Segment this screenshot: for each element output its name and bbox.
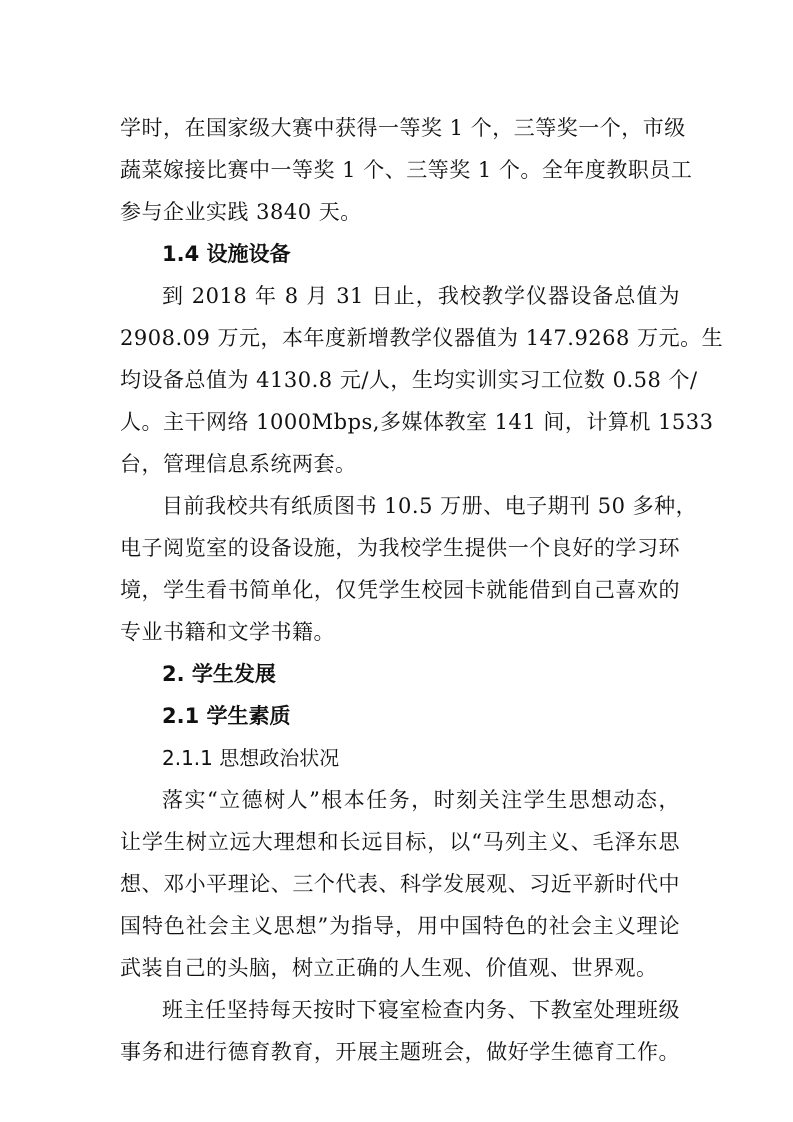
paragraph-line: 参与企业实践 3840 天。 bbox=[120, 200, 362, 224]
paragraph-line: 学时，在国家级大赛中获得一等奖 1 个，三等奖一个，市级 bbox=[120, 116, 686, 140]
paragraph-line: 台，管理信息系统两套。 bbox=[120, 452, 357, 476]
paragraph-line: 到 2018 年 8 月 31 日止，我校教学仪器设备总值为 bbox=[162, 284, 680, 308]
paragraph-line: 落实“立德树人”根本任务，时刻关注学生思想动态， bbox=[162, 788, 680, 812]
paragraph-line: 专业书籍和文学书籍。 bbox=[120, 620, 335, 644]
paragraph-line: 电子阅览室的设备设施，为我校学生提供一个良好的学习环 bbox=[120, 536, 680, 560]
paragraph-line: 想、邓小平理论、三个代表、科学发展观、习近平新时代中 bbox=[120, 872, 680, 896]
paragraph-line: 人。主干网络 1000Mbps,多媒体教室 141 间，计算机 1533 bbox=[120, 410, 714, 434]
paragraph-line: 蔬菜嫁接比赛中一等奖 1 个、三等奖 1 个。全年度教职员工 bbox=[120, 158, 693, 182]
paragraph-line: 国特色社会主义思想”为指导，用中国特色的社会主义理论 bbox=[120, 914, 680, 938]
paragraph-line: 境，学生看书简单化，仅凭学生校园卡就能借到自己喜欢的 bbox=[120, 578, 680, 602]
paragraph-line: 2908.09 万元，本年度新增教学仪器值为 147.9268 万元。生 bbox=[120, 326, 724, 350]
paragraph-line: 武装自己的头脑，树立正确的人生观、价值观、世界观。 bbox=[120, 956, 658, 980]
section-heading-2: 2. 学生发展 bbox=[162, 662, 276, 686]
section-heading-2-1-1: 2.1.1 思想政治状况 bbox=[162, 746, 340, 770]
paragraph-line: 班主任坚持每天按时下寝室检查内务、下教室处理班级 bbox=[162, 998, 680, 1022]
section-heading-1-4: 1.4 设施设备 bbox=[162, 242, 291, 266]
paragraph-line: 事务和进行德育教育，开展主题班会，做好学生德育工作。 bbox=[120, 1040, 680, 1064]
paragraph-line: 均设备总值为 4130.8 元/人，生均实训实习工位数 0.58 个/ bbox=[120, 368, 698, 392]
paragraph-line: 目前我校共有纸质图书 10.5 万册、电子期刊 50 多种， bbox=[162, 494, 698, 518]
paragraph-line: 让学生树立远大理想和长远目标，以“马列主义、毛泽东思 bbox=[120, 830, 680, 854]
section-heading-2-1: 2.1 学生素质 bbox=[162, 704, 291, 728]
